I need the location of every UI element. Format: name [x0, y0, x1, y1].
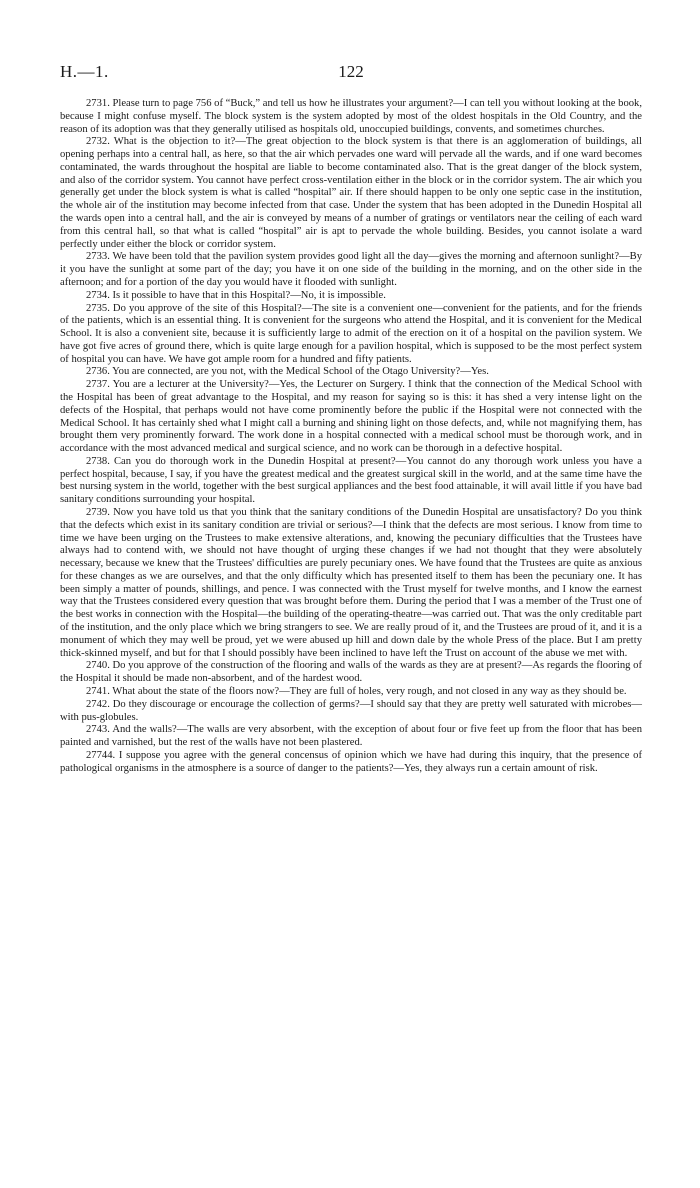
paragraph-2733: 2733. We have been told that the pavilion system provides good light all the day—gives the morning and afternoon sunlight?—By it you have the sunlight at some part of the day; you have it on one side of the building in the morning, and on the other side in the afternoon; and for a portion of the day you would have it flooded with sunlight.: [60, 251, 642, 288]
paragraph-2736: 2736. You are connected, are you not, with the Medical School of the Otago University?—Yes.: [86, 366, 489, 378]
paragraph-2744: 27744. I suppose you agree with the general concensus of opinion which we have had during this inquiry, that the presence of pathological organisms in the atmosphere is a source of danger to the patients?—Yes, they always run a certain amount of risk.: [60, 749, 642, 774]
paragraph-2742: 2742. Do they discourage or encourage the collection of germs?—I should say that they are pretty well saturated with microbes—with pus-globules.: [60, 698, 642, 723]
paragraph-2734: 2734. Is it possible to have that in this Hospital?—No, it is impossible.: [86, 289, 386, 301]
paragraph-2732: 2732. What is the objection to it?—The great objection to the block system is that there is an agglomeration of buildings, all opening perhaps into a central hall, as here, so that the air which pervades one ward will pervade all the wards, and if one ward becomes contaminated, the wards throughout the hospital are liable to become contaminated also. That is the great danger of the block system, and also of the corridor system. You cannot have perfect cross-ventilation either in the block or in the corridor system. The air which you generally get under the block system is what is called “hospital” air. If there should happen to be only one septic case in the institution, the whole air of the institution may become infected from that case. Under the system that has been adopted in the Dunedin Hospital all the wards open into a central hall, and the air is conveyed by means of a number of gratings or ventilators near the ceiling of each ward from this central hall, so that what is called “hospital” air is apt to pervade the whole building. Besides, you cannot isolate a ward perfectly under either the block or corridor system.: [60, 136, 642, 250]
page-number: 122: [338, 62, 364, 81]
paragraph-2739: 2739. Now you have told us that you think that the sanitary conditions of the Dunedin Hospital are unsatisfactory? Do you think that the defects which exist in its sanitary condition are trivial or serious?—I think that the defects are most serious. I know from time to time we have been urging on the Trustees to make extensive alterations, and, knowing the pecuniary difficulties that the Trustees have always had to contend with, we should not have thought of urging these changes if we had not thought that they were absolutely necessary, because we knew that the Trustees' difficulties are purely pecuniary ones. We have found that the Trustees are quite as anxious for these changes as we are ourselves, and that the only difficulty which has presented itself to them has been the pecuniary one. It has been simply a matter of pounds, shillings, and pence. I was connected with the Trust myself for twelve months, and I know the earnest way that the Trustees considered every question that was brought before them. During the period that I was a member of the Trust one of the best works in connection with the Hospital—the building of the operating-theatre—was carried out. That was the only creditable part of the institution, and the only place which we bring strangers to see. We are really proud of it, and the Trustees are proud of it, and it is a monument of which they may well be proud, yet we were abused up hill and down dale by the whole Press of the place. But I am pretty thick-skinned myself, and but for that I should possibly have been inclined to have left the Trust on account of the abuse we met with.: [60, 507, 642, 659]
paragraph-2735: 2735. Do you approve of the site of this Hospital?—The site is a convenient one—convenient for the patients, and for the friends of the patients, which is an essential thing. It is convenient for the surgeons who attend the Hospital, and it is convenient for the Medical School. It is also a convenient site, because it is sufficiently large to admit of the erection on it of a hospital on the pavilion system. We have got five acres of ground there, which is quite large enough for a pavilion hospital, which is supposed to be the most perfect system of hospital you can have. We have got ample room for a hundred and fifty patients.: [60, 302, 642, 365]
page-header: [60, 62, 642, 84]
paragraph-2731: 2731. Please turn to page 756 of “Buck,” and tell us how he illustrates your argument?—I can tell you without looking at the book, because I might confuse myself. The block system is the system adopted by most of the oldest hospitals in the Old Country, and the reason of its adoption was that they generally utilised as hospitals old, unoccupied buildings, convents, and sometimes churches.: [60, 98, 642, 135]
paragraph-2740: 2740. Do you approve of the construction of the flooring and walls of the wards as they are at present?—As regards the flooring of the Hospital it should be made non-absorbent, and of the hardest wood.: [60, 660, 642, 685]
paragraph-2737: 2737. You are a lecturer at the University?—Yes, the Lecturer on Surgery. I think that the connection of the Medical School with the Hospital has been of great advantage to the Hospital, and my reason for saying so is this: it has shed a very intense light on the defects of the Hospital, that perhaps would not have come prominently before the public if the Hospital were not connected with the Medical School. It has certainly shed what I might call a burning and shining light on those defects, and, while not magnifying them, has brought them very prominently forward. The work done in a hospital connected with a medical school must be thorough work, and in accordance with the most advanced medical and surgical science, and no work can be thorough in a defective hospital.: [60, 379, 642, 455]
testimony-body: [60, 98, 642, 775]
document-reference: H.—1.: [60, 62, 109, 81]
paragraph-2738: 2738. Can you do thorough work in the Dunedin Hospital at present?—You cannot do any thorough work unless you have a perfect hospital, because, I say, if you have the greatest medical and the greatest surgical skill in the world, and at the same time have the best nursing system in the world, together with the best surgical appliances and the best food attainable, it will avail little if you have bad sanitary conditions surrounding your hospital.: [60, 455, 642, 506]
paragraph-2741: 2741. What about the state of the floors now?—They are full of holes, very rough, and not closed in any way as they should be.: [86, 685, 627, 697]
paragraph-2743: 2743. And the walls?—The walls are very absorbent, with the exception of about four or five feet up from the floor that has been painted and varnished, but the rest of the walls have not been plastered.: [60, 724, 642, 749]
